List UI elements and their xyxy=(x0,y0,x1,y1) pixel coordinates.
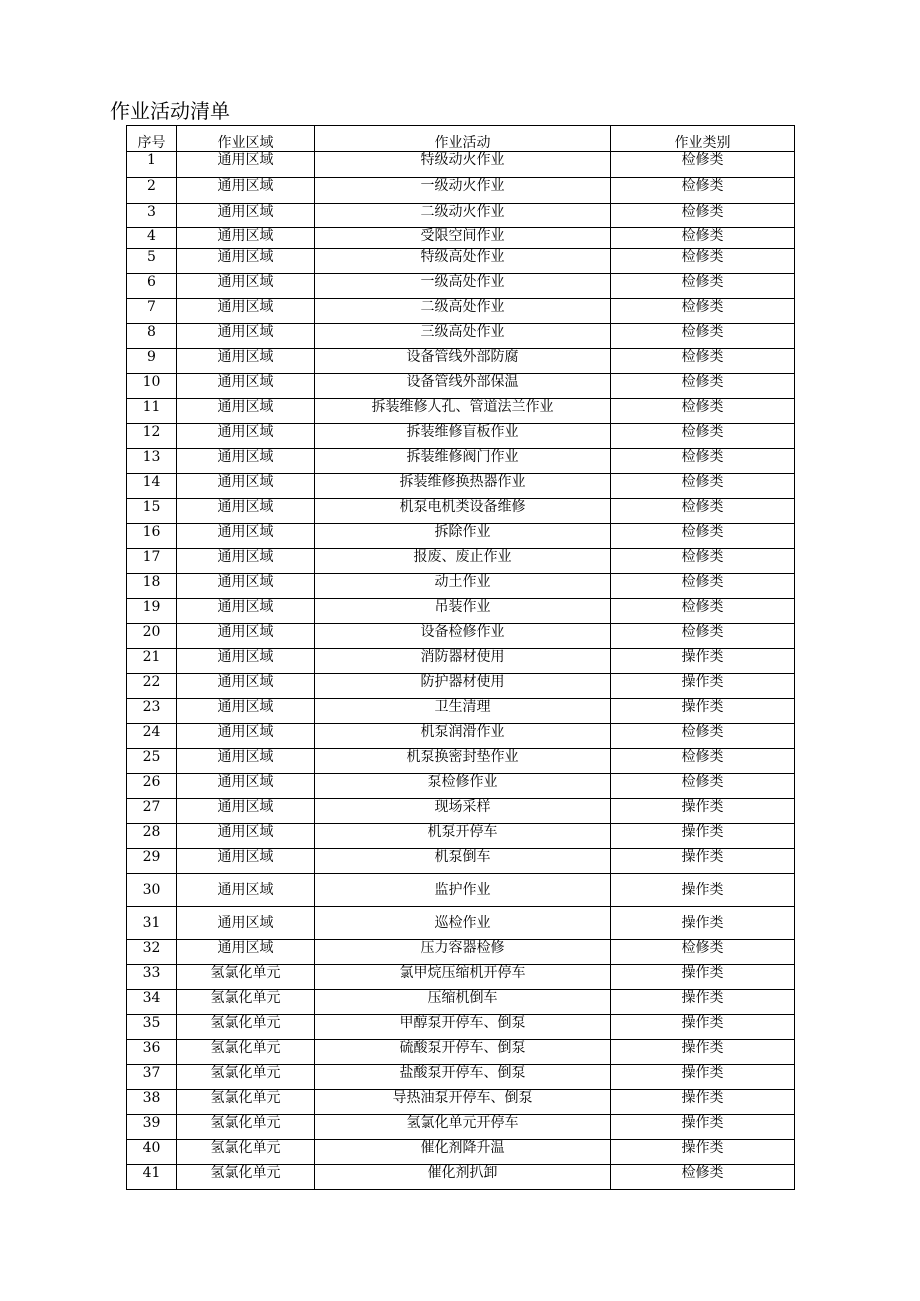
cell-area: 氢氯化单元 xyxy=(177,1115,315,1140)
cell-activity: 盐酸泵开停车、倒泵 xyxy=(315,1065,611,1090)
cell-area: 氢氯化单元 xyxy=(177,965,315,990)
cell-activity: 拆装维修换热器作业 xyxy=(315,474,611,499)
table-row xyxy=(127,549,795,574)
cell-area: 通用区域 xyxy=(177,574,315,599)
cell-area: 通用区域 xyxy=(177,474,315,499)
table-header-row xyxy=(127,126,795,152)
cell-no: 12 xyxy=(127,424,177,449)
table-row xyxy=(127,699,795,724)
cell-category: 操作类 xyxy=(611,1040,795,1065)
cell-category: 检修类 xyxy=(611,524,795,549)
cell-no: 32 xyxy=(127,940,177,965)
cell-activity: 现场采样 xyxy=(315,799,611,824)
cell-category: 检修类 xyxy=(611,374,795,399)
table-row xyxy=(127,324,795,349)
table-row xyxy=(127,524,795,549)
cell-no: 6 xyxy=(127,274,177,299)
cell-activity: 拆除作业 xyxy=(315,524,611,549)
cell-category: 操作类 xyxy=(611,1140,795,1165)
header-activity: 作业活动 xyxy=(315,126,611,152)
table-row xyxy=(127,499,795,524)
cell-area: 氢氯化单元 xyxy=(177,1090,315,1115)
cell-activity: 机泵电机类设备维修 xyxy=(315,499,611,524)
cell-area: 通用区域 xyxy=(177,274,315,299)
cell-area: 通用区域 xyxy=(177,374,315,399)
cell-category: 检修类 xyxy=(611,624,795,649)
cell-no: 41 xyxy=(127,1165,177,1190)
cell-activity: 报废、废止作业 xyxy=(315,549,611,574)
cell-no: 35 xyxy=(127,1015,177,1040)
cell-activity: 催化剂扒卸 xyxy=(315,1165,611,1190)
table-row xyxy=(127,399,795,424)
cell-no: 15 xyxy=(127,499,177,524)
cell-category: 检修类 xyxy=(611,249,795,274)
table-row xyxy=(127,849,795,874)
cell-area: 通用区域 xyxy=(177,940,315,965)
cell-no: 26 xyxy=(127,774,177,799)
table-row xyxy=(127,1065,795,1090)
cell-area: 通用区域 xyxy=(177,549,315,574)
cell-category: 检修类 xyxy=(611,424,795,449)
cell-category: 检修类 xyxy=(611,499,795,524)
table-row xyxy=(127,874,795,907)
cell-no: 13 xyxy=(127,449,177,474)
cell-activity: 消防器材使用 xyxy=(315,649,611,674)
table-row xyxy=(127,674,795,699)
cell-area: 通用区域 xyxy=(177,299,315,324)
cell-activity: 甲醇泵开停车、倒泵 xyxy=(315,1015,611,1040)
cell-area: 通用区域 xyxy=(177,907,315,940)
cell-area: 通用区域 xyxy=(177,824,315,849)
cell-no: 39 xyxy=(127,1115,177,1140)
cell-activity: 设备检修作业 xyxy=(315,624,611,649)
cell-activity: 特级高处作业 xyxy=(315,249,611,274)
cell-area: 氢氯化单元 xyxy=(177,1040,315,1065)
cell-category: 检修类 xyxy=(611,724,795,749)
cell-area: 通用区域 xyxy=(177,249,315,274)
cell-activity: 二级动火作业 xyxy=(315,204,611,228)
cell-no: 21 xyxy=(127,649,177,674)
table-row xyxy=(127,474,795,499)
cell-area: 通用区域 xyxy=(177,228,315,249)
table-row xyxy=(127,649,795,674)
cell-activity: 防护器材使用 xyxy=(315,674,611,699)
cell-area: 氢氯化单元 xyxy=(177,990,315,1015)
table-row xyxy=(127,749,795,774)
cell-activity: 机泵倒车 xyxy=(315,849,611,874)
cell-area: 通用区域 xyxy=(177,178,315,204)
cell-category: 操作类 xyxy=(611,1090,795,1115)
cell-area: 通用区域 xyxy=(177,724,315,749)
cell-activity: 泵检修作业 xyxy=(315,774,611,799)
cell-area: 通用区域 xyxy=(177,849,315,874)
cell-no: 18 xyxy=(127,574,177,599)
cell-activity: 拆装维修人孔、管道法兰作业 xyxy=(315,399,611,424)
cell-no: 25 xyxy=(127,749,177,774)
cell-no: 14 xyxy=(127,474,177,499)
table-row xyxy=(127,1040,795,1065)
table-row xyxy=(127,449,795,474)
cell-category: 检修类 xyxy=(611,228,795,249)
cell-activity: 导热油泵开停车、倒泵 xyxy=(315,1090,611,1115)
cell-activity: 硫酸泵开停车、倒泵 xyxy=(315,1040,611,1065)
cell-category: 检修类 xyxy=(611,204,795,228)
cell-category: 检修类 xyxy=(611,324,795,349)
cell-activity: 压缩机倒车 xyxy=(315,990,611,1015)
cell-category: 操作类 xyxy=(611,799,795,824)
cell-activity: 特级动火作业 xyxy=(315,152,611,178)
table-row xyxy=(127,249,795,274)
cell-area: 通用区域 xyxy=(177,399,315,424)
cell-area: 通用区域 xyxy=(177,204,315,228)
cell-activity: 动土作业 xyxy=(315,574,611,599)
cell-no: 24 xyxy=(127,724,177,749)
table-row xyxy=(127,824,795,849)
cell-no: 29 xyxy=(127,849,177,874)
cell-no: 10 xyxy=(127,374,177,399)
cell-no: 7 xyxy=(127,299,177,324)
table-row xyxy=(127,1015,795,1040)
cell-no: 17 xyxy=(127,549,177,574)
cell-category: 操作类 xyxy=(611,907,795,940)
cell-category: 检修类 xyxy=(611,1165,795,1190)
cell-area: 通用区域 xyxy=(177,599,315,624)
cell-activity: 压力容器检修 xyxy=(315,940,611,965)
cell-activity: 一级高处作业 xyxy=(315,274,611,299)
cell-area: 氢氯化单元 xyxy=(177,1165,315,1190)
cell-category: 操作类 xyxy=(611,1115,795,1140)
cell-activity: 监护作业 xyxy=(315,874,611,907)
cell-area: 通用区域 xyxy=(177,874,315,907)
cell-category: 检修类 xyxy=(611,774,795,799)
table-row xyxy=(127,965,795,990)
table-row xyxy=(127,599,795,624)
cell-no: 27 xyxy=(127,799,177,824)
cell-no: 36 xyxy=(127,1040,177,1065)
table-row xyxy=(127,799,795,824)
cell-category: 检修类 xyxy=(611,940,795,965)
cell-category: 操作类 xyxy=(611,874,795,907)
cell-area: 通用区域 xyxy=(177,774,315,799)
table-row xyxy=(127,940,795,965)
cell-area: 通用区域 xyxy=(177,649,315,674)
cell-category: 检修类 xyxy=(611,349,795,374)
cell-category: 操作类 xyxy=(611,649,795,674)
cell-category: 检修类 xyxy=(611,549,795,574)
table-row xyxy=(127,1090,795,1115)
cell-category: 检修类 xyxy=(611,274,795,299)
cell-no: 22 xyxy=(127,674,177,699)
cell-activity: 吊装作业 xyxy=(315,599,611,624)
cell-activity: 氢氯化单元开停车 xyxy=(315,1115,611,1140)
cell-category: 操作类 xyxy=(611,965,795,990)
cell-category: 检修类 xyxy=(611,178,795,204)
table-row xyxy=(127,1115,795,1140)
table-row xyxy=(127,624,795,649)
cell-category: 操作类 xyxy=(611,990,795,1015)
cell-area: 通用区域 xyxy=(177,449,315,474)
cell-category: 操作类 xyxy=(611,849,795,874)
table-row xyxy=(127,228,795,249)
cell-no: 28 xyxy=(127,824,177,849)
cell-no: 33 xyxy=(127,965,177,990)
cell-no: 8 xyxy=(127,324,177,349)
cell-area: 通用区域 xyxy=(177,624,315,649)
cell-category: 检修类 xyxy=(611,599,795,624)
table-row xyxy=(127,990,795,1015)
cell-no: 11 xyxy=(127,399,177,424)
cell-area: 通用区域 xyxy=(177,674,315,699)
table-row xyxy=(127,907,795,940)
table-row xyxy=(127,1165,795,1190)
cell-no: 38 xyxy=(127,1090,177,1115)
cell-area: 通用区域 xyxy=(177,499,315,524)
cell-category: 检修类 xyxy=(611,474,795,499)
cell-activity: 催化剂降升温 xyxy=(315,1140,611,1165)
cell-no: 31 xyxy=(127,907,177,940)
cell-no: 30 xyxy=(127,874,177,907)
cell-activity: 氯甲烷压缩机开停车 xyxy=(315,965,611,990)
header-category: 作业类别 xyxy=(611,126,795,152)
table-row xyxy=(127,204,795,228)
cell-category: 操作类 xyxy=(611,699,795,724)
cell-category: 检修类 xyxy=(611,574,795,599)
cell-area: 通用区域 xyxy=(177,699,315,724)
cell-category: 检修类 xyxy=(611,152,795,178)
page-title: 作业活动清单 xyxy=(110,99,230,123)
cell-category: 操作类 xyxy=(611,674,795,699)
cell-category: 检修类 xyxy=(611,399,795,424)
table-row xyxy=(127,724,795,749)
table-row xyxy=(127,1140,795,1165)
cell-activity: 拆装维修盲板作业 xyxy=(315,424,611,449)
table-row xyxy=(127,274,795,299)
table-row xyxy=(127,152,795,178)
cell-activity: 设备管线外部防腐 xyxy=(315,349,611,374)
table-row xyxy=(127,774,795,799)
cell-area: 通用区域 xyxy=(177,524,315,549)
cell-category: 操作类 xyxy=(611,1065,795,1090)
table-row xyxy=(127,574,795,599)
cell-activity: 三级高处作业 xyxy=(315,324,611,349)
cell-area: 通用区域 xyxy=(177,324,315,349)
cell-category: 操作类 xyxy=(611,1015,795,1040)
cell-area: 通用区域 xyxy=(177,424,315,449)
cell-area: 氢氯化单元 xyxy=(177,1065,315,1090)
cell-no: 20 xyxy=(127,624,177,649)
table-row xyxy=(127,178,795,204)
cell-no: 1 xyxy=(127,152,177,178)
table-row xyxy=(127,349,795,374)
table-row xyxy=(127,374,795,399)
cell-activity: 受限空间作业 xyxy=(315,228,611,249)
cell-activity: 拆装维修阀门作业 xyxy=(315,449,611,474)
cell-category: 检修类 xyxy=(611,299,795,324)
cell-activity: 一级动火作业 xyxy=(315,178,611,204)
cell-activity: 机泵开停车 xyxy=(315,824,611,849)
table-body xyxy=(127,152,795,1190)
cell-no: 4 xyxy=(127,228,177,249)
cell-area: 通用区域 xyxy=(177,749,315,774)
cell-area: 氢氯化单元 xyxy=(177,1015,315,1040)
cell-no: 34 xyxy=(127,990,177,1015)
cell-category: 操作类 xyxy=(611,824,795,849)
cell-category: 检修类 xyxy=(611,749,795,774)
cell-activity: 机泵换密封垫作业 xyxy=(315,749,611,774)
cell-no: 16 xyxy=(127,524,177,549)
cell-activity: 巡检作业 xyxy=(315,907,611,940)
cell-no: 2 xyxy=(127,178,177,204)
cell-area: 通用区域 xyxy=(177,799,315,824)
cell-category: 检修类 xyxy=(611,449,795,474)
cell-area: 氢氯化单元 xyxy=(177,1140,315,1165)
activity-table xyxy=(126,125,795,1190)
cell-no: 23 xyxy=(127,699,177,724)
cell-area: 通用区域 xyxy=(177,152,315,178)
header-no: 序号 xyxy=(127,126,177,152)
table-row xyxy=(127,299,795,324)
cell-no: 37 xyxy=(127,1065,177,1090)
cell-activity: 二级高处作业 xyxy=(315,299,611,324)
header-area: 作业区域 xyxy=(177,126,315,152)
cell-no: 5 xyxy=(127,249,177,274)
cell-activity: 设备管线外部保温 xyxy=(315,374,611,399)
cell-no: 3 xyxy=(127,204,177,228)
cell-no: 40 xyxy=(127,1140,177,1165)
cell-no: 9 xyxy=(127,349,177,374)
cell-activity: 卫生清理 xyxy=(315,699,611,724)
cell-no: 19 xyxy=(127,599,177,624)
table-row xyxy=(127,424,795,449)
cell-area: 通用区域 xyxy=(177,349,315,374)
cell-activity: 机泵润滑作业 xyxy=(315,724,611,749)
